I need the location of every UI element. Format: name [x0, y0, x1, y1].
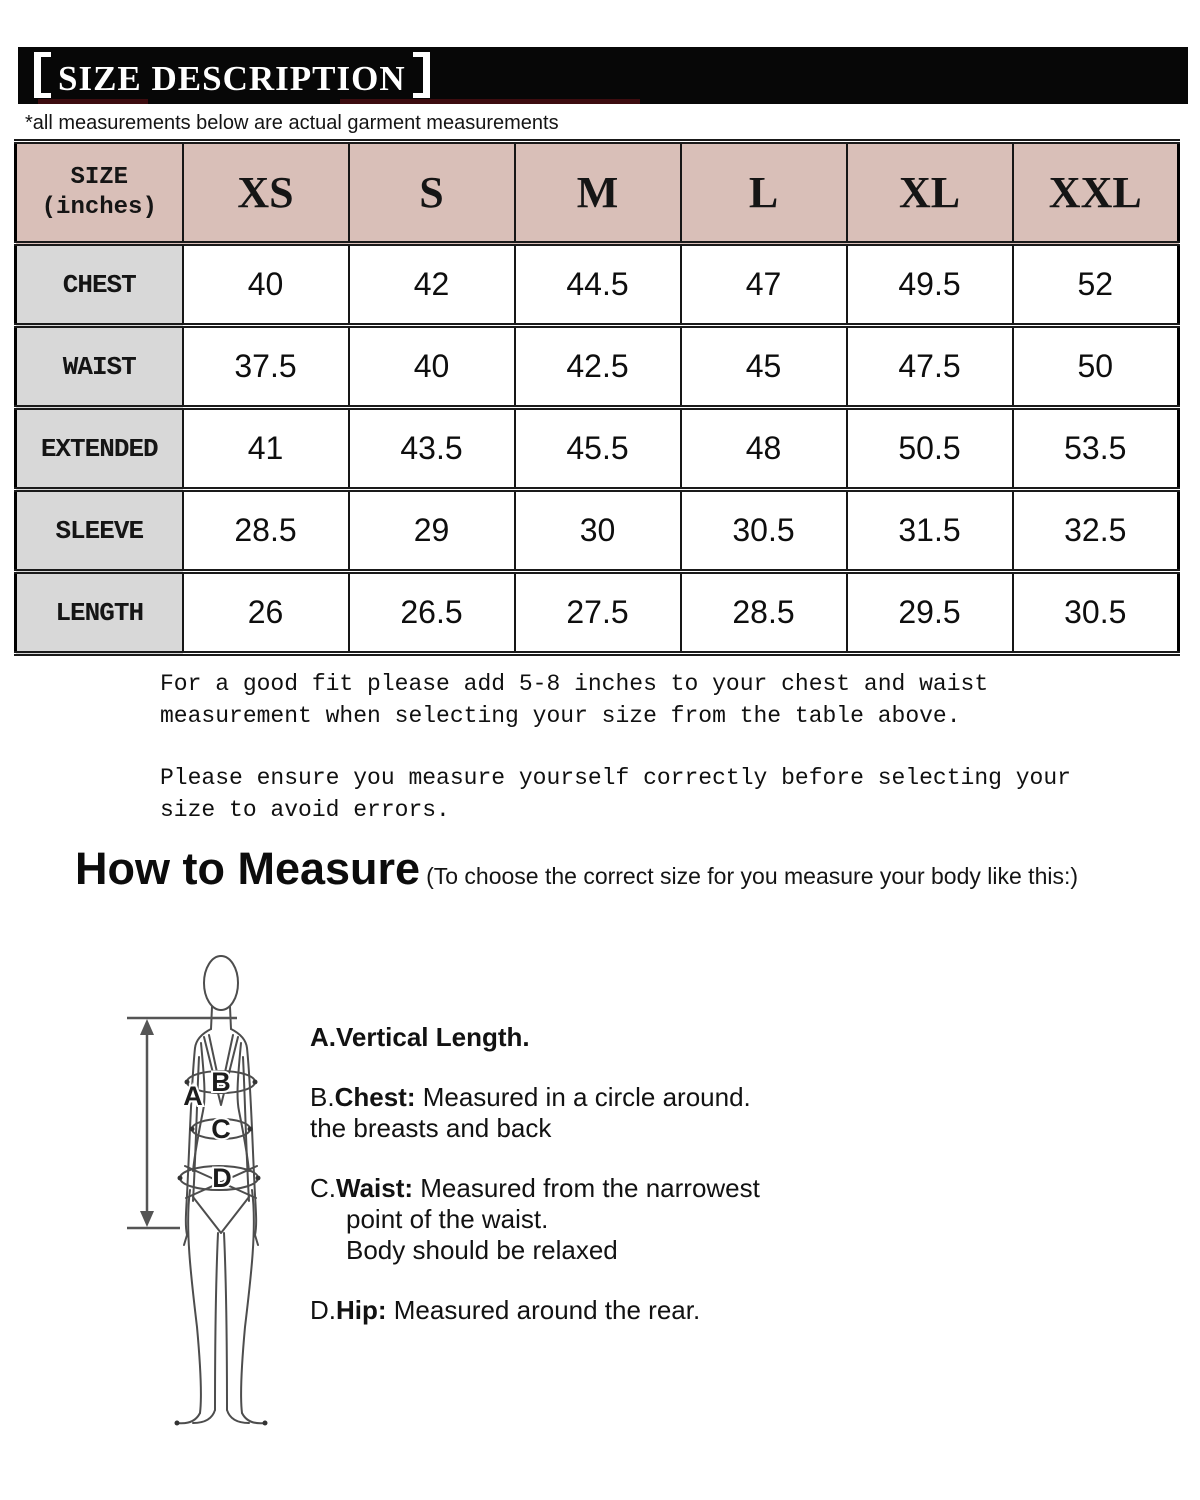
item-d-letter: D. — [310, 1295, 336, 1325]
measure-item-c — [310, 1173, 1030, 1266]
measure-reminder-line2: size to avoid errors. — [160, 797, 450, 823]
extended-l: 48 — [681, 408, 847, 490]
extended-xxl: 53.5 — [1013, 408, 1179, 490]
how-to-measure-title: How to Measure — [75, 843, 421, 894]
figure-label-c: C — [211, 1114, 231, 1144]
item-b-letter: B. — [310, 1082, 335, 1112]
figure-label-b: B — [211, 1067, 231, 1097]
measure-item-d — [310, 1295, 1030, 1326]
how-to-measure-heading — [75, 843, 1078, 895]
length-l: 28.5 — [681, 572, 847, 654]
measure-reminder-line1: Please ensure you measure yourself correctly before selecting your — [160, 765, 1071, 791]
chest-s: 42 — [349, 244, 515, 326]
chest-xl: 49.5 — [847, 244, 1013, 326]
measurement-note: *all measurements below are actual garment measurements — [25, 112, 559, 134]
fit-advice-line1: For a good fit please add 5-8 inches to your chest and waist — [160, 671, 989, 697]
length-xl: 29.5 — [847, 572, 1013, 654]
item-b-text: Measured in a circle around. — [415, 1082, 751, 1112]
row-label-length: LENGTH — [16, 572, 183, 654]
measure-item-a — [310, 1022, 1030, 1053]
page-title-text: SIZE DESCRIPTION — [58, 59, 406, 98]
table-row-waist — [16, 326, 1179, 408]
body-figure-drawing — [105, 945, 345, 1445]
figure-label-d: D — [212, 1163, 232, 1193]
extended-s: 43.5 — [349, 408, 515, 490]
item-c-line2: point of the waist. — [346, 1204, 549, 1234]
col-header-l: L — [681, 142, 847, 244]
row-label-waist: WAIST — [16, 326, 183, 408]
row-label-chest: CHEST — [16, 244, 183, 326]
sleeve-xl: 31.5 — [847, 490, 1013, 572]
item-c-letter: C. — [310, 1173, 336, 1203]
corner-line2: (inches) — [41, 193, 157, 221]
sleeve-m: 30 — [515, 490, 681, 572]
left-bracket-decoration — [34, 52, 51, 98]
table-row-sleeve — [16, 490, 1179, 572]
length-xs: 26 — [183, 572, 349, 654]
item-a-term: Vertical Length. — [336, 1022, 530, 1052]
item-d-text: Measured around the rear. — [386, 1295, 701, 1325]
measure-reminder-paragraph — [160, 762, 1140, 826]
measurement-descriptions — [310, 1022, 1030, 1355]
fit-advice-paragraph — [160, 668, 1140, 732]
size-table — [14, 139, 1180, 656]
body-measurement-diagram — [105, 945, 345, 1445]
row-label-extended: EXTENDED — [16, 408, 183, 490]
extended-xs: 41 — [183, 408, 349, 490]
waist-l: 45 — [681, 326, 847, 408]
col-header-m: M — [515, 142, 681, 244]
col-header-xs: XS — [183, 142, 349, 244]
sleeve-l: 30.5 — [681, 490, 847, 572]
chest-m: 44.5 — [515, 244, 681, 326]
item-b-term: Chest: — [334, 1082, 416, 1112]
waist-xl: 47.5 — [847, 326, 1013, 408]
sleeve-xxl: 32.5 — [1013, 490, 1179, 572]
item-c-term: Waist: — [336, 1173, 414, 1203]
red-accent-strip — [340, 99, 640, 104]
length-s: 26.5 — [349, 572, 515, 654]
red-accent-strip — [38, 99, 148, 104]
col-header-xl: XL — [847, 142, 1013, 244]
chest-l: 47 — [681, 244, 847, 326]
sleeve-xs: 28.5 — [183, 490, 349, 572]
table-row-chest — [16, 244, 1179, 326]
chest-xxl: 52 — [1013, 244, 1179, 326]
table-row-extended — [16, 408, 1179, 490]
figure-label-a: A — [183, 1081, 203, 1111]
sleeve-s: 29 — [349, 490, 515, 572]
waist-s: 40 — [349, 326, 515, 408]
title-bar — [18, 47, 1188, 104]
col-header-xxl: XXL — [1013, 142, 1179, 244]
item-c-text: Measured from the narrowest — [413, 1173, 760, 1203]
table-row-length — [16, 572, 1179, 654]
size-table-header-row — [16, 142, 1179, 244]
item-c-line3: Body should be relaxed — [346, 1235, 618, 1265]
waist-m: 42.5 — [515, 326, 681, 408]
corner-cell — [16, 142, 183, 244]
length-xxl: 30.5 — [1013, 572, 1179, 654]
waist-xs: 37.5 — [183, 326, 349, 408]
measure-item-b — [310, 1082, 1030, 1144]
right-bracket-decoration — [413, 52, 430, 98]
corner-line1: SIZE — [70, 163, 129, 191]
col-header-s: S — [349, 142, 515, 244]
item-d-term: Hip: — [336, 1295, 387, 1325]
extended-m: 45.5 — [515, 408, 681, 490]
chest-xs: 40 — [183, 244, 349, 326]
row-label-sleeve: SLEEVE — [16, 490, 183, 572]
page-title — [18, 52, 430, 99]
fit-advice-line2: measurement when selecting your size from the table above. — [160, 703, 961, 729]
length-m: 27.5 — [515, 572, 681, 654]
waist-xxl: 50 — [1013, 326, 1179, 408]
extended-xl: 50.5 — [847, 408, 1013, 490]
item-b-line2: the breasts and back — [310, 1113, 552, 1143]
item-a-letter: A. — [310, 1022, 336, 1052]
how-to-measure-subtitle: (To choose the correct size for you measure your body like this:) — [426, 863, 1079, 889]
